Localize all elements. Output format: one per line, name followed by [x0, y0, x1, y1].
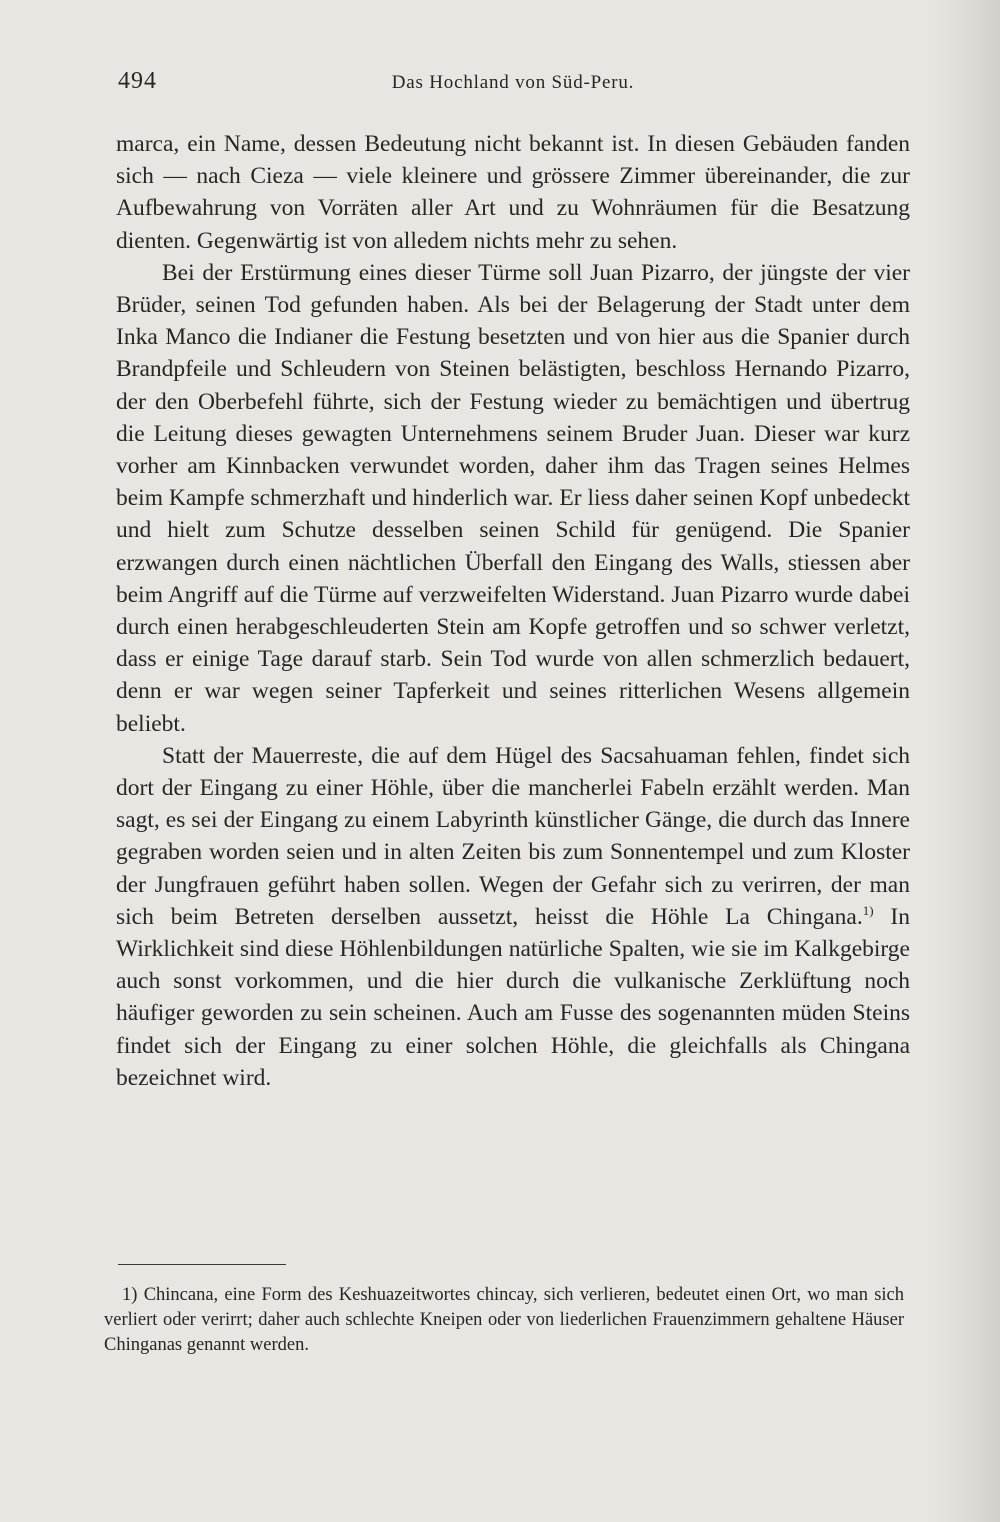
body-text — [116, 128, 910, 1094]
footnote-text: Chincana, eine Form des Keshuazeitwortes chincay, sich verlieren, bedeutet einen Ort, wo man sich verliert oder verirrt; daher auch schlechte Kneipen oder von liederlichen Frauenzimmern gehaltene Häuser Chinganas genannt werden. — [104, 1285, 905, 1355]
footnote-1 — [104, 1283, 904, 1358]
paragraph-1-text: marca, ein Name, dessen Bedeutung nicht bekannt ist. In diesen Gebäuden fanden sich — nach Cieza — viele kleinere und grössere Zimmer übereinander, die zur Aufbewahrung von Vorräten aller Art und zu Wohnräumen für die Besatzung dienten. Gegenwärtig ist von alledem nichts mehr zu sehen. — [116, 131, 910, 254]
paragraph-3 — [116, 740, 910, 1094]
running-title: Das Hochland von Süd-Peru. — [391, 72, 635, 93]
footnote-reference: 1) — [862, 903, 874, 919]
page-number: 494 — [118, 68, 157, 94]
footnotes — [104, 1283, 904, 1358]
paragraph-3-text: Statt der Mauerreste, die auf dem Hügel des Sacsahuaman fehlen, findet sich dort der Eingang zu einer Höhle, über die mancherlei Fabeln erzählt werden. Man sagt, es sei der Eingang zu einem Labyrinth künstlicher Gänge, die durch das Innere gegraben worden seien und in alten Zeiten bis zum Sonnentempel und zum Kloster der Jungfrauen geführt haben sollen. Wegen der Gefahr sich zu verirren, der man sich beim Betreten derselben aussetzt, heisst die Höhle La Chingana. — [116, 742, 910, 930]
paragraph-2 — [116, 257, 910, 740]
page-header — [118, 68, 908, 104]
footnote-marker: 1) — [122, 1285, 138, 1305]
paragraph-3-text-after: In Wirklichkeit sind diese Höhlenbildungen natürliche Spalten, wie sie im Kalkgebirge auch sonst vorkommen, und die hier durch die vulkanische Zerklüftung noch häufiger geworden zu sein scheinen. Auch am Fusse des sogenannten müden Steins findet sich der Eingang zu einer solchen Höhle, die gleichfalls als Chingana bezeichnet wird. — [116, 903, 910, 1091]
paragraph-1 — [116, 128, 910, 257]
footnote-divider — [118, 1264, 286, 1265]
paragraph-2-text: Bei der Erstürmung eines dieser Türme soll Juan Pizarro, der jüngste der vier Brüder, seinen Tod gefunden haben. Als bei der Belagerung der Stadt unter dem Inka Manco die Indianer die Festung besetzten und von hier aus die Spanier durch Brandpfeile und Schleudern von Steinen belästigten, beschloss Hernando Pizarro, der den Oberbefehl führte, sich der Festung wieder zu bemächtigen und übertrug die Leitung dieses gewagten Unternehmens seinem Bruder Juan. Dieser war kurz vorher am Kinnbacken verwundet worden, daher ihm das Tragen seines Helmes beim Kampfe schmerzhaft und hinderlich war. Er liess daher seinen Kopf unbedeckt und hielt zum Schutze desselben seinen Schild für genügend. Die Spanier erzwangen durch einen nächtlichen Überfall den Eingang des Walls, stiessen aber beim Angriff auf die Türme auf verzweifelten Widerstand. Juan Pizarro wurde dabei durch einen herabgeschleuderten Stein am Kopfe getroffen und so schwer verletzt, dass er einige Tage darauf starb. Sein Tod wurde von allen schmerzlich bedauert, denn er war wegen seiner Tapferkeit und seines ritterlichen Wesens allgemein beliebt. — [116, 259, 910, 737]
gutter-shadow — [930, 0, 1000, 1522]
